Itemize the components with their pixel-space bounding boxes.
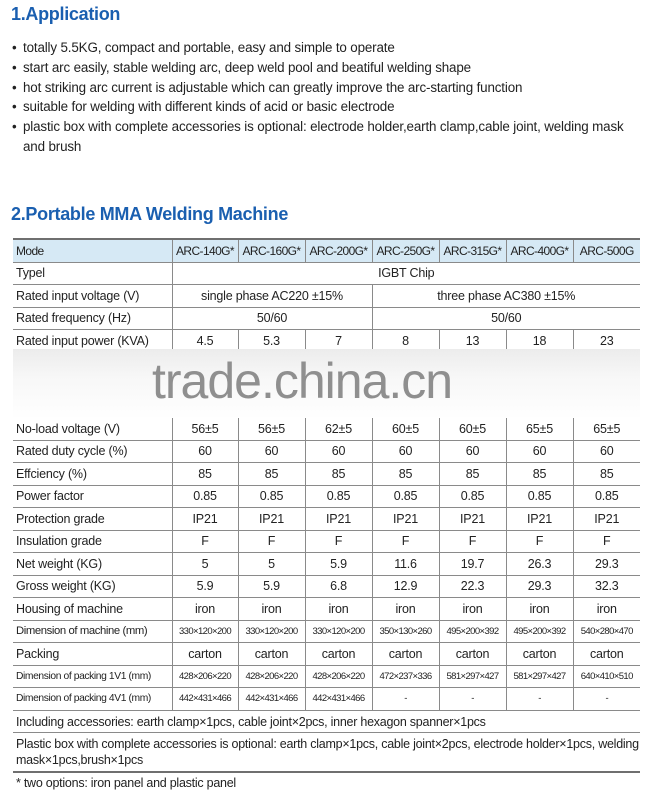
model-header: ARC-160G* bbox=[238, 239, 305, 262]
cell-value: 50/60 bbox=[372, 307, 640, 330]
section-title-application: 1.Application bbox=[11, 4, 121, 24]
cell-value: 5.9 bbox=[238, 575, 305, 598]
row-label: Protection grade bbox=[13, 508, 172, 531]
row-label: Dimension of packing 4V1 (mm) bbox=[13, 688, 172, 711]
cell-value: 7 bbox=[305, 330, 372, 353]
cell-value: carton bbox=[238, 643, 305, 666]
cell-value: 0.85 bbox=[573, 485, 640, 508]
cell-value: 22.3 bbox=[439, 575, 506, 598]
cell-value: 29.3 bbox=[573, 553, 640, 576]
cell-value: F bbox=[439, 530, 506, 553]
bullet-item: • hot striking arc current is adjustable which can greatly improve the arc-starting function bbox=[12, 78, 642, 98]
cell-value: F bbox=[238, 530, 305, 553]
model-header: ARC-250G* bbox=[372, 239, 439, 262]
model-header: ARC-500G bbox=[573, 239, 640, 262]
cell-value: iron bbox=[573, 598, 640, 621]
row-label: Effciency (%) bbox=[13, 463, 172, 486]
cell-value: 60±5 bbox=[439, 418, 506, 440]
cell-value: carton bbox=[506, 643, 573, 666]
cell-value: IP21 bbox=[573, 508, 640, 531]
cell-value: 13 bbox=[439, 330, 506, 353]
table-header-row bbox=[13, 239, 640, 262]
cell-value: IGBT Chip bbox=[172, 262, 640, 285]
cell-value: 0.85 bbox=[506, 485, 573, 508]
cell-value: F bbox=[305, 530, 372, 553]
cell-value: 62±5 bbox=[305, 418, 372, 440]
cell-value: 495×200×392 bbox=[439, 620, 506, 643]
row-label: Dimension of machine (mm) bbox=[13, 620, 172, 643]
cell-value: 330×120×200 bbox=[238, 620, 305, 643]
cell-value: 56±5 bbox=[172, 418, 238, 440]
cell-value: carton bbox=[573, 643, 640, 666]
table-row bbox=[13, 508, 640, 531]
cell-value: 5 bbox=[172, 553, 238, 576]
cell-value: IP21 bbox=[305, 508, 372, 531]
cell-value: iron bbox=[439, 598, 506, 621]
table-row bbox=[13, 643, 640, 666]
row-label: Net weight (KG) bbox=[13, 553, 172, 576]
cell-value: 5.9 bbox=[172, 575, 238, 598]
cell-value: - bbox=[439, 688, 506, 711]
table-row bbox=[13, 530, 640, 553]
table-row bbox=[13, 575, 640, 598]
cell-value: 5.9 bbox=[305, 553, 372, 576]
cell-value: 428×206×220 bbox=[305, 665, 372, 688]
cell-value: 472×237×336 bbox=[372, 665, 439, 688]
row-label: No-load voltage (V) bbox=[13, 418, 172, 440]
cell-value: F bbox=[172, 530, 238, 553]
application-bullet-list bbox=[12, 38, 642, 157]
cell-value: F bbox=[506, 530, 573, 553]
cell-value: 85 bbox=[372, 463, 439, 486]
cell-value: carton bbox=[305, 643, 372, 666]
header-label: Mode bbox=[13, 239, 172, 262]
cell-value: 60 bbox=[506, 440, 573, 463]
panel-options-footnote: * two options: iron panel and plastic panel bbox=[16, 776, 236, 790]
cell-value: 0.85 bbox=[439, 485, 506, 508]
row-label: Housing of machine bbox=[13, 598, 172, 621]
row-label: Gross weight (KG) bbox=[13, 575, 172, 598]
cell-value: 5.3 bbox=[238, 330, 305, 353]
cell-value: 65±5 bbox=[506, 418, 573, 440]
cell-value: 11.6 bbox=[372, 553, 439, 576]
cell-value: 26.3 bbox=[506, 553, 573, 576]
cell-value: 540×280×470 bbox=[573, 620, 640, 643]
cell-value: IP21 bbox=[506, 508, 573, 531]
cell-value: IP21 bbox=[238, 508, 305, 531]
cell-value: 581×297×427 bbox=[439, 665, 506, 688]
table-row bbox=[13, 598, 640, 621]
optional-plastic-box-note: Plastic box with complete accessories is optional: earth clamp×1pcs, cable joint×2pcs, electrode holder×1pcs, welding mask×1pcs,brush×1pcs bbox=[13, 736, 640, 773]
model-header: ARC-200G* bbox=[305, 239, 372, 262]
cell-value: F bbox=[372, 530, 439, 553]
table-row bbox=[13, 665, 640, 688]
cell-value: 23 bbox=[573, 330, 640, 353]
included-accessories-note: Including accessories: earth clamp×1pcs, cable joint×2pcs, inner hexagon spanner×1pcs bbox=[13, 712, 640, 733]
cell-value: F bbox=[573, 530, 640, 553]
bullet-item: • plastic box with complete accessories is optional: electrode holder,earth clamp,cable joint, welding mask and brush bbox=[12, 117, 642, 157]
row-label: Dimension of packing 1V1 (mm) bbox=[13, 665, 172, 688]
table-row bbox=[13, 285, 640, 308]
model-header: ARC-400G* bbox=[506, 239, 573, 262]
row-label: Insulation grade bbox=[13, 530, 172, 553]
table-row bbox=[13, 440, 640, 463]
row-label: Rated input voltage (V) bbox=[13, 285, 172, 308]
cell-value: 0.85 bbox=[238, 485, 305, 508]
cell-value: 0.85 bbox=[172, 485, 238, 508]
spec-table-top bbox=[13, 238, 640, 353]
cell-value: iron bbox=[172, 598, 238, 621]
table-row bbox=[13, 620, 640, 643]
cell-value: 85 bbox=[172, 463, 238, 486]
cell-value: three phase AC380 ±15% bbox=[372, 285, 640, 308]
cell-value: 18 bbox=[506, 330, 573, 353]
cell-value: 8 bbox=[372, 330, 439, 353]
cell-value: 0.85 bbox=[372, 485, 439, 508]
cell-value: iron bbox=[506, 598, 573, 621]
cell-value: IP21 bbox=[439, 508, 506, 531]
cell-value: 85 bbox=[506, 463, 573, 486]
model-header: ARC-140G* bbox=[172, 239, 238, 262]
cell-value: 442×431×466 bbox=[305, 688, 372, 711]
cell-value: 6.8 bbox=[305, 575, 372, 598]
cell-value: 19.7 bbox=[439, 553, 506, 576]
cell-value: 60 bbox=[439, 440, 506, 463]
section-title-machine: 2.Portable MMA Welding Machine bbox=[11, 204, 289, 224]
model-header: ARC-315G* bbox=[439, 239, 506, 262]
table-row bbox=[13, 262, 640, 285]
cell-value: 60 bbox=[372, 440, 439, 463]
cell-value: 85 bbox=[305, 463, 372, 486]
cell-value: 442×431×466 bbox=[238, 688, 305, 711]
cell-value: 0.85 bbox=[305, 485, 372, 508]
table-row bbox=[13, 553, 640, 576]
cell-value: - bbox=[506, 688, 573, 711]
cell-value: 350×130×260 bbox=[372, 620, 439, 643]
cell-value: 85 bbox=[238, 463, 305, 486]
cell-value: 60 bbox=[172, 440, 238, 463]
cell-value: 85 bbox=[573, 463, 640, 486]
table-row bbox=[13, 307, 640, 330]
cell-value: - bbox=[372, 688, 439, 711]
cell-value: 4.5 bbox=[172, 330, 238, 353]
cell-value: single phase AC220 ±15% bbox=[172, 285, 372, 308]
spec-table-bottom bbox=[13, 418, 640, 711]
cell-value: iron bbox=[372, 598, 439, 621]
cell-value: 32.3 bbox=[573, 575, 640, 598]
cell-value: 50/60 bbox=[172, 307, 372, 330]
cell-value: carton bbox=[439, 643, 506, 666]
row-label: Rated frequency (Hz) bbox=[13, 307, 172, 330]
cell-value: carton bbox=[172, 643, 238, 666]
bullet-item: • totally 5.5KG, compact and portable, easy and simple to operate bbox=[12, 38, 642, 58]
cell-value: 60±5 bbox=[372, 418, 439, 440]
cell-value: 581×297×427 bbox=[506, 665, 573, 688]
table-row bbox=[13, 418, 640, 440]
cell-value: 428×206×220 bbox=[238, 665, 305, 688]
table-row bbox=[13, 688, 640, 711]
row-label: Rated input power (KVA) bbox=[13, 330, 172, 353]
cell-value: carton bbox=[372, 643, 439, 666]
cell-value: 60 bbox=[238, 440, 305, 463]
table-row bbox=[13, 463, 640, 486]
cell-value: 442×431×466 bbox=[172, 688, 238, 711]
cell-value: iron bbox=[305, 598, 372, 621]
cell-value: iron bbox=[238, 598, 305, 621]
cell-value: 428×206×220 bbox=[172, 665, 238, 688]
bullet-item: • suitable for welding with different kinds of acid or basic electrode bbox=[12, 97, 642, 117]
watermark-text: trade.china.cn bbox=[152, 353, 453, 409]
cell-value: 12.9 bbox=[372, 575, 439, 598]
cell-value: 60 bbox=[305, 440, 372, 463]
row-label: Packing bbox=[13, 643, 172, 666]
row-label: Typel bbox=[13, 262, 172, 285]
cell-value: 65±5 bbox=[573, 418, 640, 440]
row-label: Power factor bbox=[13, 485, 172, 508]
cell-value: 495×200×392 bbox=[506, 620, 573, 643]
cell-value: 60 bbox=[573, 440, 640, 463]
bullet-item: • start arc easily, stable welding arc, deep weld pool and beatiful welding shape bbox=[12, 58, 642, 78]
cell-value: 5 bbox=[238, 553, 305, 576]
cell-value: 330×120×200 bbox=[305, 620, 372, 643]
cell-value: 56±5 bbox=[238, 418, 305, 440]
cell-value: IP21 bbox=[372, 508, 439, 531]
table-row bbox=[13, 485, 640, 508]
cell-value: 330×120×200 bbox=[172, 620, 238, 643]
cell-value: 29.3 bbox=[506, 575, 573, 598]
row-label: Rated duty cycle (%) bbox=[13, 440, 172, 463]
cell-value: 85 bbox=[439, 463, 506, 486]
cell-value: - bbox=[573, 688, 640, 711]
cell-value: IP21 bbox=[172, 508, 238, 531]
cell-value: 640×410×510 bbox=[573, 665, 640, 688]
